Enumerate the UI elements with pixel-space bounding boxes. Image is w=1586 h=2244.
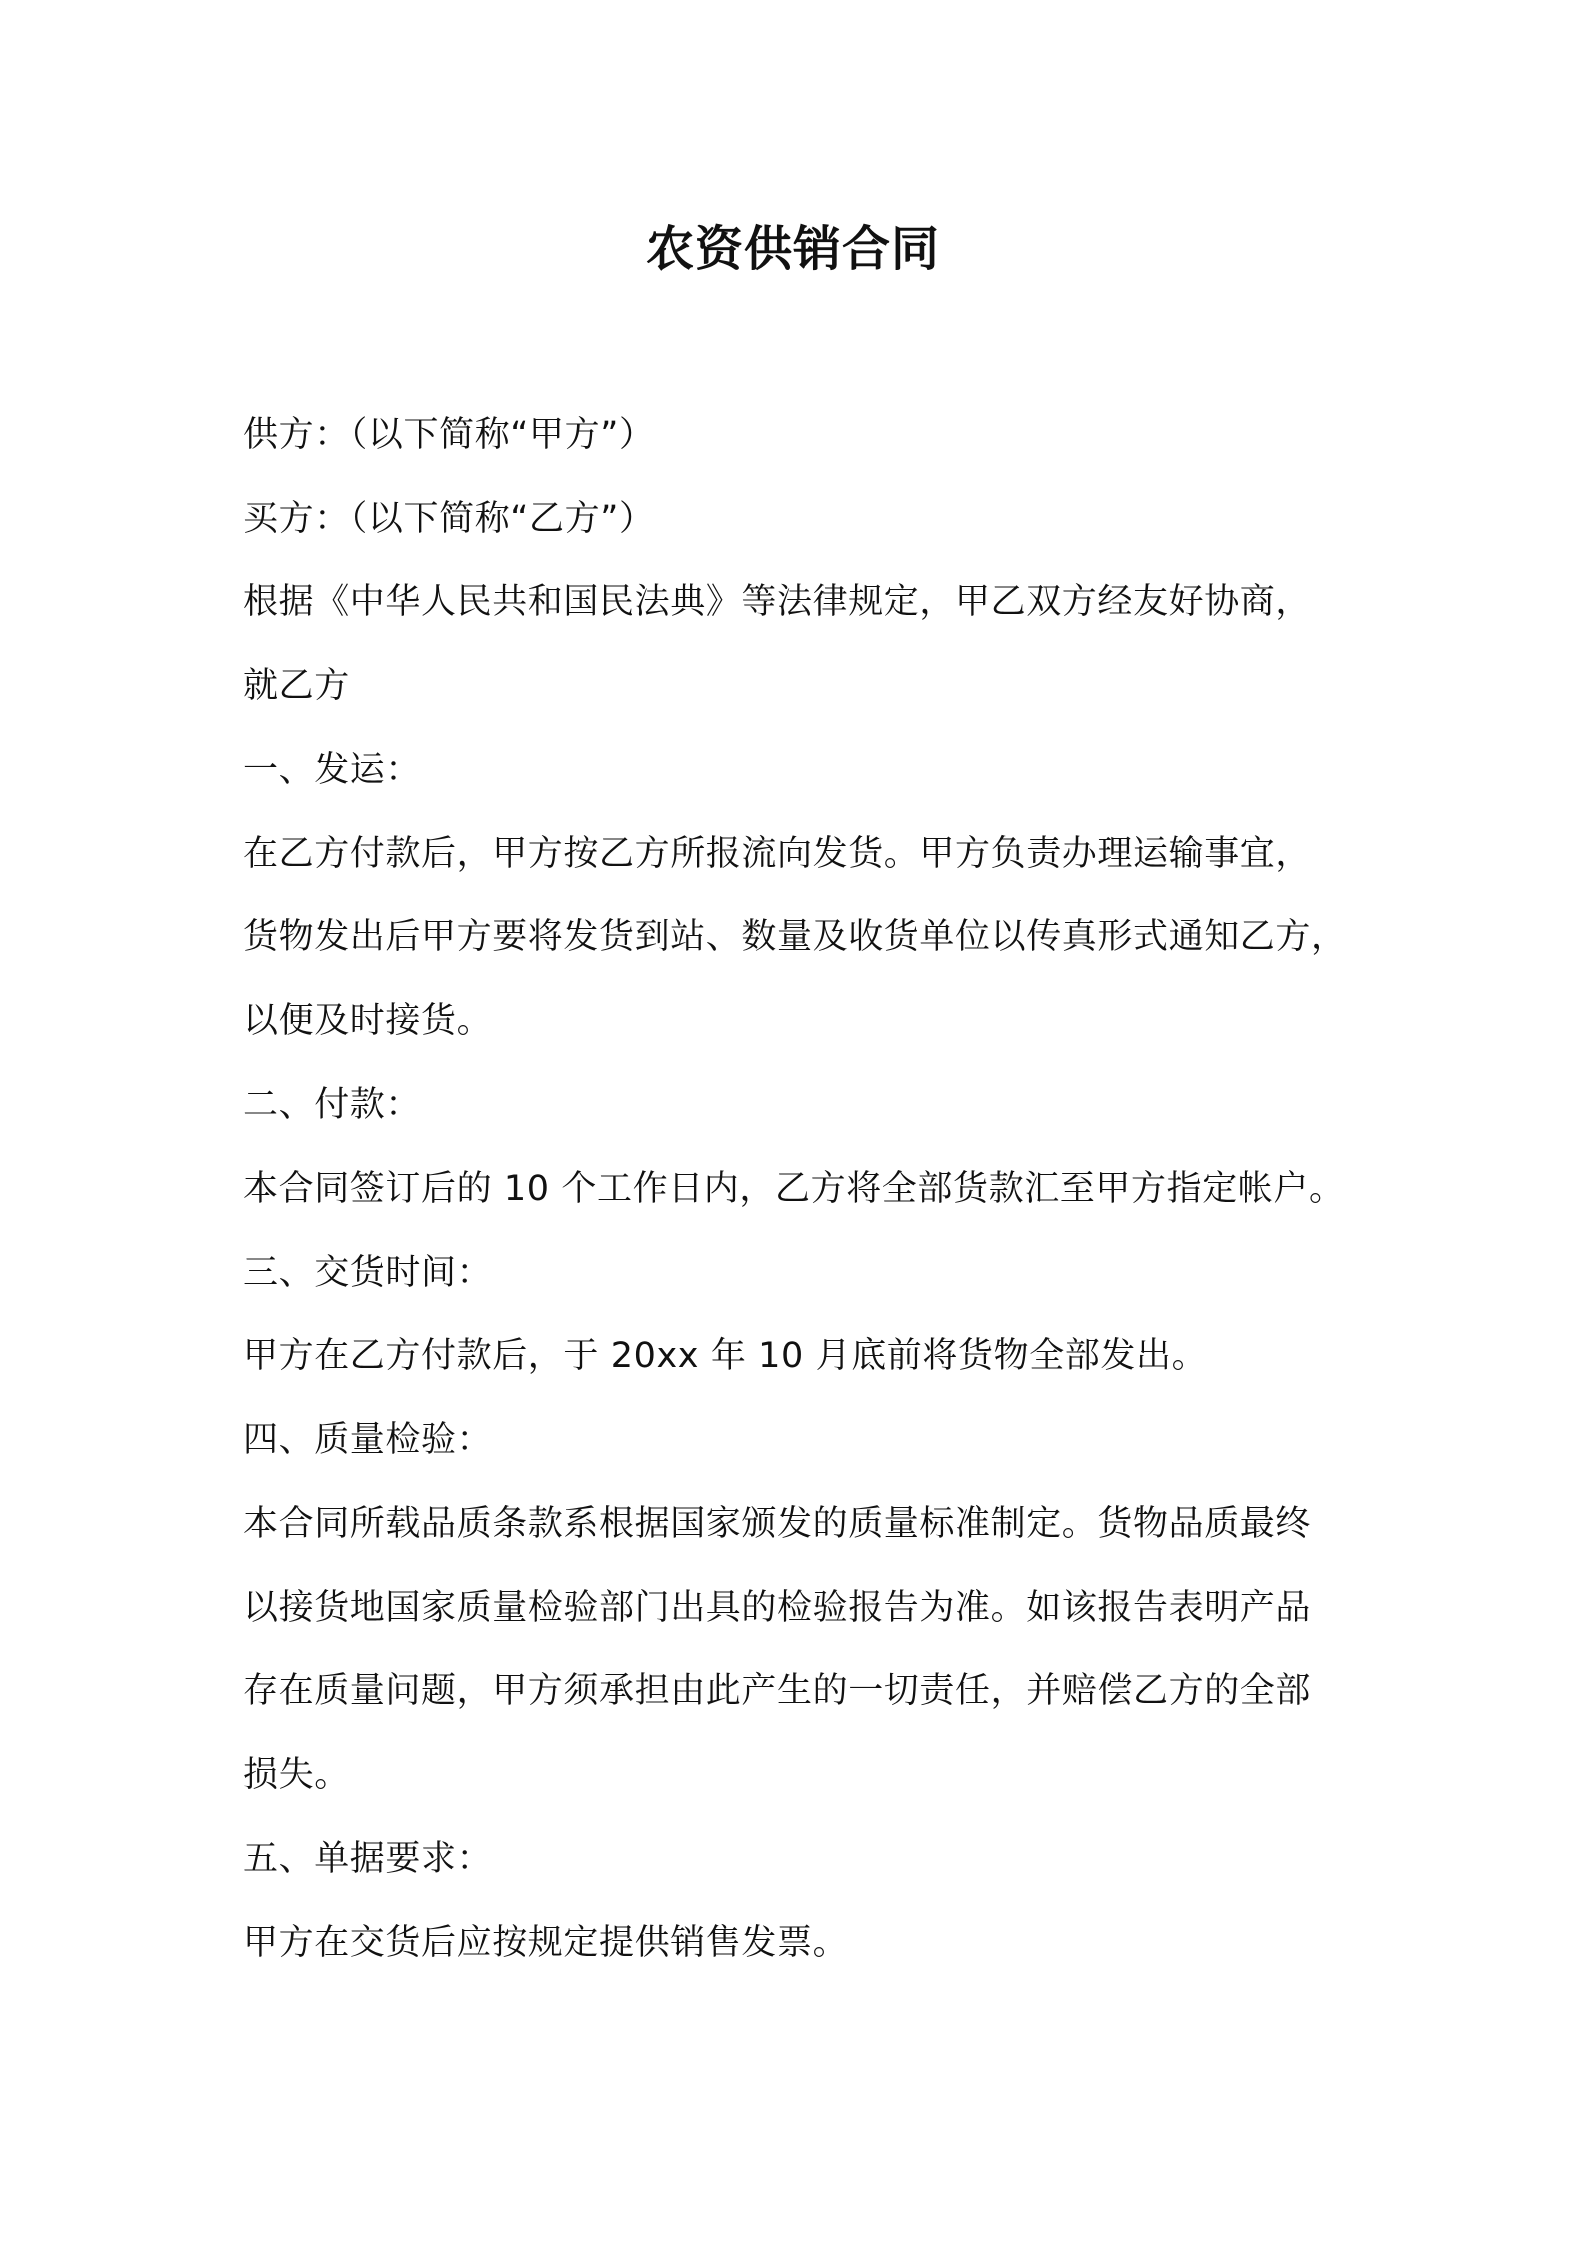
buyer-line: 买方：（以下简称“乙方”） bbox=[243, 499, 655, 539]
paragraph-line: 在乙方付款后，甲方按乙方所报流向发货。甲方负责办理运输事宜， bbox=[243, 834, 1312, 874]
paragraph-line: 本合同所载品质条款系根据国家颁发的质量标准制定。货物品质最终 bbox=[243, 1504, 1312, 1544]
section-heading: 五、单据要求： bbox=[243, 1839, 493, 1879]
paragraph-line: 存在质量问题，甲方须承担由此产生的一切责任，并赔偿乙方的全部 bbox=[243, 1671, 1312, 1711]
supplier-line: 供方：（以下简称“甲方”） bbox=[243, 415, 655, 455]
paragraph-line: 损失。 bbox=[243, 1755, 350, 1795]
paragraph-line: 甲方在乙方付款后，于 20xx 年 10 月底前将货物全部发出。 bbox=[243, 1336, 1208, 1376]
preamble-line: 根据《中华人民共和国民法典》等法律规定，甲乙双方经友好协商， bbox=[243, 582, 1312, 622]
section-heading: 四、质量检验： bbox=[243, 1420, 493, 1460]
paragraph-line: 货物发出后甲方要将发货到站、数量及收货单位以传真形式通知乙方， bbox=[243, 917, 1347, 957]
document-title: 农资供销合同 bbox=[645, 221, 940, 277]
paragraph-line: 以便及时接货。 bbox=[243, 1001, 493, 1041]
preamble-line: 就乙方 bbox=[243, 666, 350, 706]
paragraph-line: 甲方在交货后应按规定提供销售发票。 bbox=[243, 1923, 849, 1963]
section-heading: 一、发运： bbox=[243, 750, 422, 790]
paragraph-line: 本合同签订后的 10 个工作日内，乙方将全部货款汇至甲方指定帐户。 bbox=[243, 1169, 1345, 1209]
paragraph-line: 以接货地国家质量检验部门出具的检验报告为准。如该报告表明产品 bbox=[243, 1588, 1312, 1628]
section-heading: 三、交货时间： bbox=[243, 1253, 493, 1293]
section-heading: 二、付款： bbox=[243, 1085, 422, 1125]
